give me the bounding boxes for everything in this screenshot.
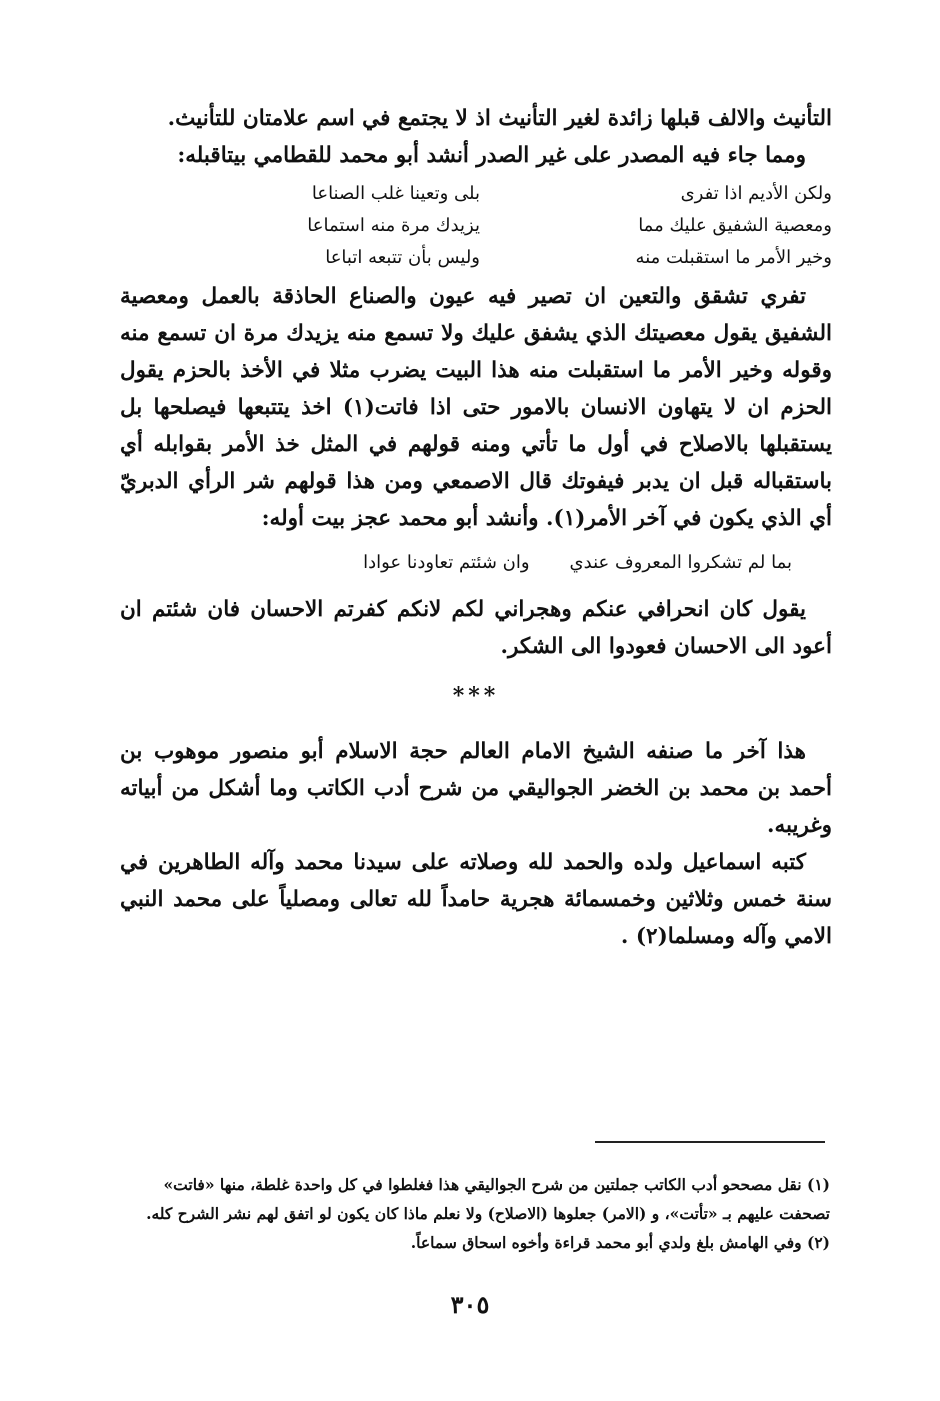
verse-line	[120, 242, 832, 274]
paragraph-scribe: كتبه اسماعيل ولده والحمد لله وصلاته على سيدنا محمد وآله الطاهرين في سنة خمس وثلاثين وخمسمائة هجرية حامداً لله تعالى ومصلياً على محمد النبي الامي وآله ومسلما(٢) .	[120, 850, 832, 949]
paragraph-1: التأنيث والالف قبلها زائدة لغير التأنيث اذ لا يجتمع في اسم علامتان للتأنيث.	[167, 106, 832, 131]
paragraph-2: ومما جاء فيه المصدر على غير الصدر أنشد أبو محمد للقطامي بيتاقبله:	[177, 143, 806, 168]
verse-line-single	[120, 543, 832, 583]
footnote-2: (٢) وفي الهامش بلغ ولدي أبو محمد قراءة وأخوه اسحاق سماعاً.	[410, 1233, 830, 1252]
paragraph-3: تفري تشقق والتعين ان تصير فيه عيون والصناع الحاذقة بالعمل ومعصية الشفيق يقول معصيتك الذي يشفق عليك ولا تسمع منه يزيدك مرة ان تسمع منه وقوله وخير الأمر ما استقبلت منه هذا البيت يضرب مثلا في الأخذ بالحزم يقول الحزم ان لا يتهاون الانسان بالامور حتى اذا فاتت(١) اخذ يتتبعها فيصلحها بل يستقبلها بالاصلاح في أول ما تأتي ومنه قولهم في المثل خذ الأمر بقوابله أي باستقباله قبل ان يدبر فيفوتك قال الاصمعي ومن هذا قولهم شر الرأي الدبريّ أي الذي يكون في آخر الأمر(١). وأنشد أبو محمد عجز بيت أوله:	[120, 284, 832, 531]
verse-second-hemistich: بلى وتعينا غلب الصناعا	[311, 183, 480, 204]
page-number: ٣٠٥	[450, 1290, 490, 1319]
main-text	[120, 100, 832, 955]
footnote-separator	[595, 1141, 825, 1143]
footnotes	[118, 1170, 830, 1257]
footnote-1: (١) نقل مصححو أدب الكاتب جملتين من شرح الجواليقي هذا فغلطوا في كل واحدة غلطة، منها «فاتت» تصحفت عليهم بـ «تأتت»، و (الامر) جعلوها (الاصلاح) ولا نعلم ماذا كان يكون لو اتفق لهم نشر الشرح كله.	[146, 1175, 830, 1223]
verse-line	[120, 178, 832, 210]
verse-second-hemistich: وان شئتم تعاودنا عوادا	[363, 552, 530, 573]
verse-second-hemistich: يزيدك مرة منه استماعا	[307, 215, 480, 236]
paragraph-4: يقول كان انحرافي عنكم وهجراني لكم لانكم كفرتم الاحسان فان شئتم ان أعود الى الاحسان فعودوا الى الشكر.	[120, 597, 832, 659]
verse-first-hemistich: بما لم تشكروا المعروف عندي	[569, 552, 792, 573]
verse-first-hemistich: ولكن الأديم اذا تفرى	[680, 183, 832, 204]
paragraph-colophon: هذا آخر ما صنفه الشيخ الامام العالم حجة الاسلام أبو منصور موهوب بن أحمد بن محمد بن الخضر الجواليقي من شرح أدب الكاتب وما أشكل من أبياته وغريبه.	[120, 739, 832, 838]
verse-first-hemistich: وخير الأمر ما استقبلت منه	[635, 247, 832, 268]
verse-second-hemistich: وليس بأن تتبعه اتباعا	[325, 247, 480, 268]
poem-verses	[120, 178, 832, 274]
section-divider-stars: ***	[452, 683, 500, 709]
verse-first-hemistich: ومعصية الشفيق عليك مما	[638, 215, 832, 236]
verse-line	[120, 210, 832, 242]
